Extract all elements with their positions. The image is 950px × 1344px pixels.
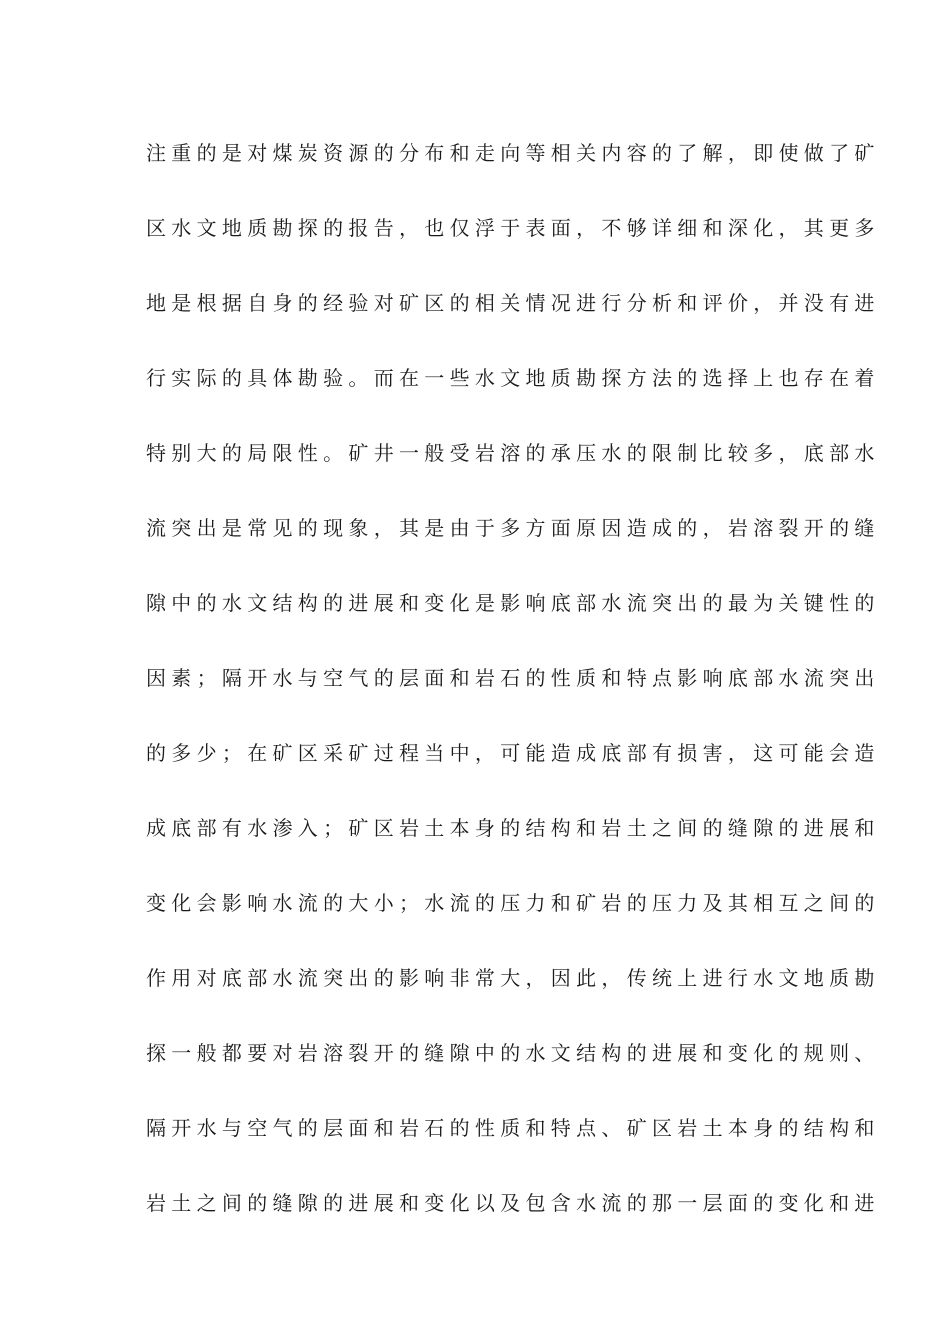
text-line-9: 的多少；在矿区采矿过程当中，可能造成底部有损害，这可能会造: [146, 741, 880, 765]
text-line-5: 特别大的局限性。矿井一般受岩溶的承压水的限制比较多，底部水: [146, 441, 880, 465]
text-line-12: 作用对底部水流突出的影响非常大，因此，传统上进行水文地质勘: [146, 966, 880, 990]
text-line-1: 注重的是对煤炭资源的分布和走向等相关内容的了解，即使做了矿: [146, 141, 880, 165]
text-line-2: 区水文地质勘探的报告，也仅浮于表面，不够详细和深化，其更多: [146, 216, 880, 240]
text-line-3: 地是根据自身的经验对矿区的相关情况进行分析和评价，并没有进: [146, 291, 880, 315]
text-line-8: 因素；隔开水与空气的层面和岩石的性质和特点影响底部水流突出: [146, 666, 880, 690]
text-line-15: 岩土之间的缝隙的进展和变化以及包含水流的那一层面的变化和进: [146, 1191, 880, 1215]
paragraph: [146, 133, 880, 1258]
text-line-14: 隔开水与空气的层面和岩石的性质和特点、矿区岩土本身的结构和: [146, 1116, 880, 1140]
text-line-7: 隙中的水文结构的进展和变化是影响底部水流突出的最为关键性的: [146, 591, 880, 615]
text-line-4: 行实际的具体勘验。而在一些水文地质勘探方法的选择上也存在着: [146, 366, 880, 390]
text-line-10: 成底部有水渗入；矿区岩土本身的结构和岩土之间的缝隙的进展和: [146, 816, 880, 840]
text-line-13: 探一般都要对岩溶裂开的缝隙中的水文结构的进展和变化的规则、: [146, 1041, 880, 1065]
text-line-11: 变化会影响水流的大小；水流的压力和矿岩的压力及其相互之间的: [146, 891, 880, 915]
text-line-6: 流突出是常见的现象，其是由于多方面原因造成的，岩溶裂开的缝: [146, 516, 880, 540]
